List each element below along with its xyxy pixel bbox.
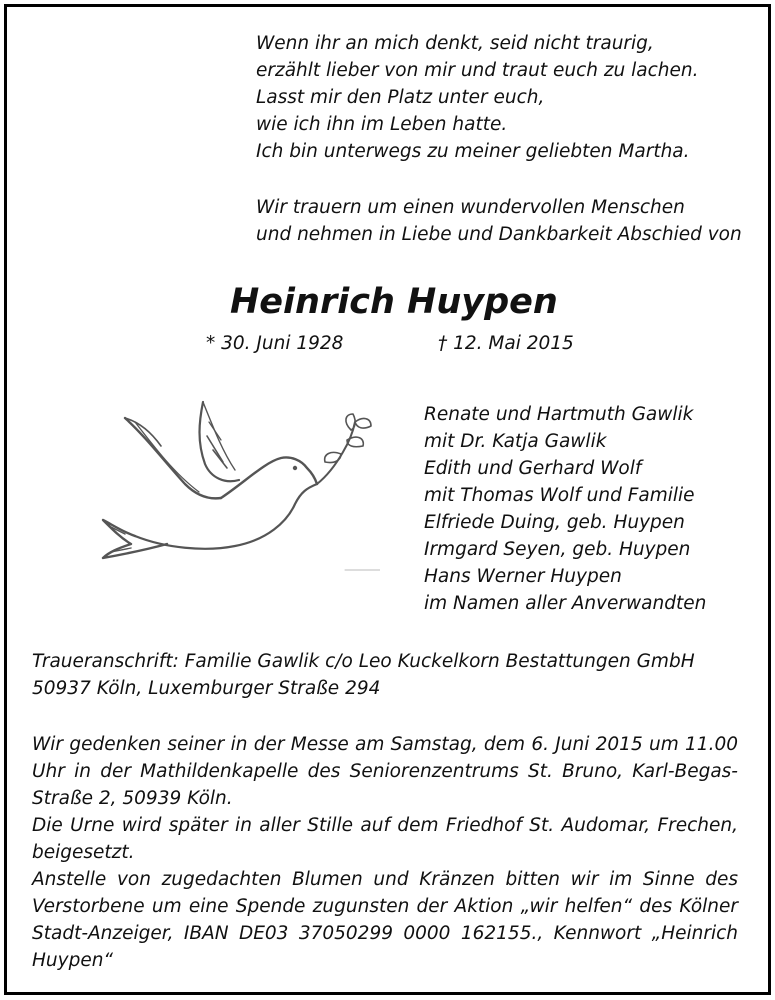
mourner-line: im Namen aller Anverwandten	[424, 593, 707, 614]
donation-notice: Anstelle von zugedachten Blumen und Kränzen bitten wir im Sinne des Verstorbene um eine Spende zugunsten der Aktion „wir helfen“ des Kölner Stadt-Anzeiger, IBAN DE03 37050299 0000 162155., Kennwort „Heinrich Huypen“	[32, 869, 738, 971]
mourning-address	[32, 648, 752, 702]
poem-line: Wenn ihr an mich denkt, seid nicht traurig,	[256, 33, 654, 54]
urn-notice: Die Urne wird später in aller Stille auf dem Friedhof St. Audomar, Frechen, beigesetzt.	[32, 815, 738, 863]
poem	[256, 30, 756, 165]
mourner-line: Elfriede Duing, geb. Huypen	[424, 512, 685, 533]
poem-line: erzählt lieber von mir und traut euch zu lachen.	[256, 60, 699, 81]
mourner-line: Renate und Hartmuth Gawlik	[424, 404, 694, 425]
mourner-line: Irmgard Seyen, geb. Huypen	[424, 539, 691, 560]
birth-date: * 30. Juni 1928	[206, 333, 344, 354]
intro-line: und nehmen in Liebe und Dankbarkeit Abschied von	[256, 224, 742, 245]
address-line: 50937 Köln, Luxemburger Straße 294	[32, 678, 381, 699]
poem-line: Ich bin unterwegs zu meiner geliebten Martha.	[256, 141, 690, 162]
address-line: Traueranschrift: Familie Gawlik c/o Leo Kuckelkorn Bestattungen GmbH	[32, 651, 695, 672]
mourner-line: Hans Werner Huypen	[424, 566, 622, 587]
memorial-notice	[32, 731, 738, 974]
dove-with-olive-branch-icon	[95, 392, 380, 582]
death-date: † 12. Mai 2015	[438, 333, 574, 354]
mass-notice: Wir gedenken seiner in der Messe am Samstag, dem 6. Juni 2015 um 11.00 Uhr in der Mathildenkapelle des Seniorenzentrums St. Bruno, Karl-Begas-Straße 2, 50939 Köln.	[32, 734, 738, 809]
mourner-line: mit Thomas Wolf und Familie	[424, 485, 695, 506]
mourner-line: Edith und Gerhard Wolf	[424, 458, 642, 479]
mourners-list	[424, 401, 764, 617]
intro-text	[256, 194, 756, 248]
poem-line: wie ich ihn im Leben hatte.	[256, 114, 508, 135]
mourner-line: mit Dr. Katja Gawlik	[424, 431, 607, 452]
deceased-name: Heinrich Huypen	[230, 282, 558, 322]
intro-line: Wir trauern um einen wundervollen Menschen	[256, 197, 685, 218]
poem-line: Lasst mir den Platz unter euch,	[256, 87, 545, 108]
